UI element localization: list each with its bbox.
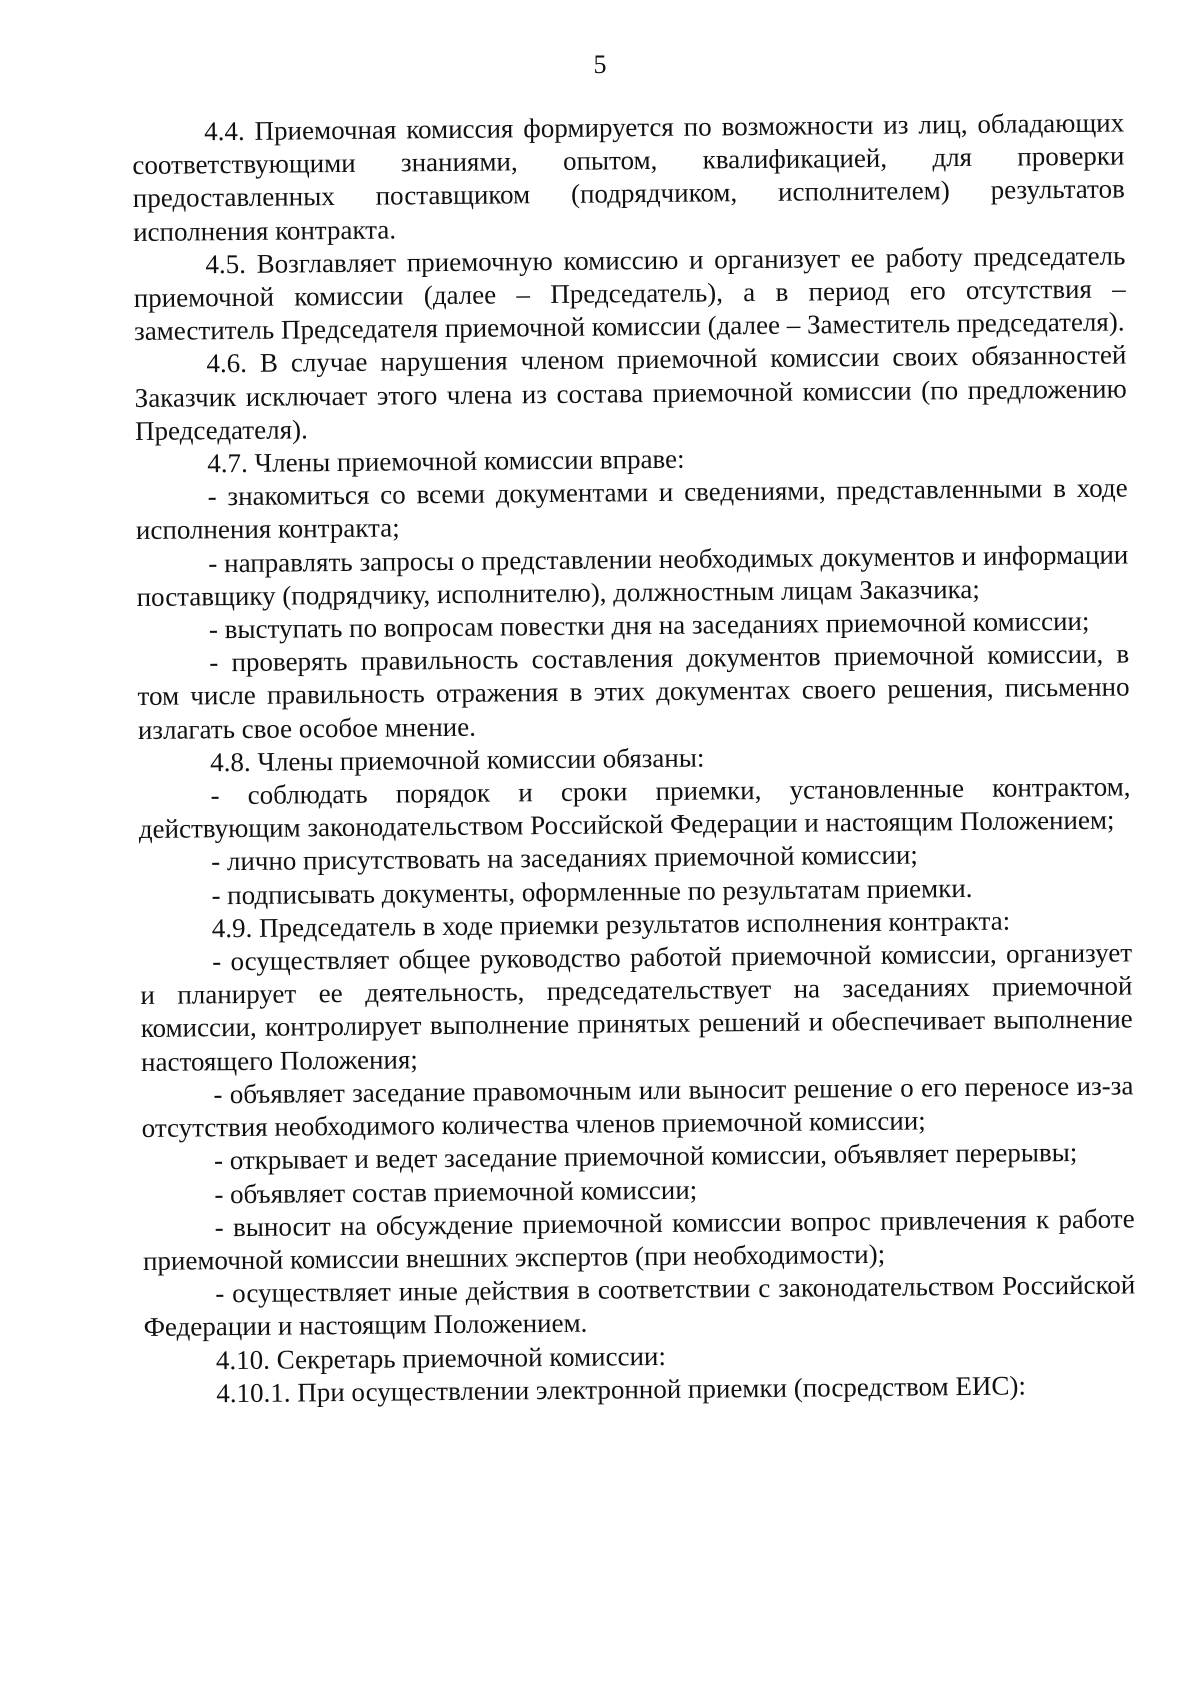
paragraph-4-5: 4.5. Возглавляет приемочную комиссию и организует ее работу председатель приемочной комиссии (далее – Председатель), а в период его отсутствия – заместитель Председателя приемочной комиссии (далее – Заместитель председателя). xyxy=(133,240,1126,347)
list-item: - лично присутствовать на заседаниях приемочной комиссии; xyxy=(211,839,918,877)
paragraph-4-7: 4.7. Члены приемочной комиссии вправе: xyxy=(207,443,685,479)
list-item: - выступать по вопросам повестки дня на заседаниях приемочной комиссии; xyxy=(208,605,1090,645)
paragraph-4-10-1: 4.10.1. При осуществлении электронной приемки (посредством ЕИС): xyxy=(216,1370,1027,1408)
list-item: - осуществляет общее руководство работой приемочной комиссии, организует и планирует ее деятельность, председательствует на заседаниях приемочной комиссии, контролирует выполнение принятых решений и обеспечивает выполнение настоящего Положения; xyxy=(140,937,1133,1077)
list-item: - направлять запросы о представлении необходимых документов и информации поставщику (подрядчику, исполнителю), должностным лицам Заказчика; xyxy=(136,539,1129,612)
document-body xyxy=(132,106,1136,1410)
page-number: 5 xyxy=(593,50,607,79)
list-item: - выносит на обсуждение приемочной комиссии вопрос привлечения к работе приемочной комиссии внешних экспертов (при необходимости); xyxy=(142,1203,1135,1276)
list-item: - объявляет заседание правомочным или выносит решение о его переносе из-за отсутствия необходимого количества членов приемочной комиссии; xyxy=(141,1070,1134,1144)
paragraph-4-8: 4.8. Члены приемочной комиссии обязаны: xyxy=(210,742,705,778)
paragraph-4-6: 4.6. В случае нарушения членом приемочной комиссии своих обязанностей Заказчик исключает этого члена из состава приемочной комиссии (по предложению Председателя). xyxy=(134,339,1127,446)
list-item: - осуществляет иные действия в соответствии с законодательством Российской Федерации и настоящим Положением. xyxy=(143,1269,1136,1343)
list-item: - соблюдать порядок и сроки приемки, установленные контрактом, действующим законодательством Российской Федерации и настоящим Положением; xyxy=(138,771,1131,845)
list-item: - знакомиться со всеми документами и сведениями, представленными в ходе исполнения контракта; xyxy=(135,472,1128,546)
list-item: - подписывать документы, оформленные по результатам приемки. xyxy=(211,872,973,910)
paragraph-4-10: 4.10. Секретарь приемочной комиссии: xyxy=(215,1340,667,1375)
paragraph-4-4: 4.4. Приемочная комиссия формируется по возможности из лиц, обладающих соответствующими знаниями, опытом, квалификацией, для проверки предоставленных поставщиком (подрядчиком, исполнителем) результатов исполнения контракта. xyxy=(132,107,1125,247)
list-item: - объявляет состав приемочной комиссии; xyxy=(214,1174,698,1209)
paragraph-4-9: 4.9. Председатель в ходе приемки результатов исполнения контракта: xyxy=(211,905,1011,944)
list-item: - проверять правильность составления документов приемочной комиссии, в том числе правильность отражения в этих документах своего решения, письменно излагать свое особое мнение. xyxy=(137,638,1130,745)
list-item: - открывает и ведет заседание приемочной комиссии, объявляет перерывы; xyxy=(213,1137,1078,1176)
